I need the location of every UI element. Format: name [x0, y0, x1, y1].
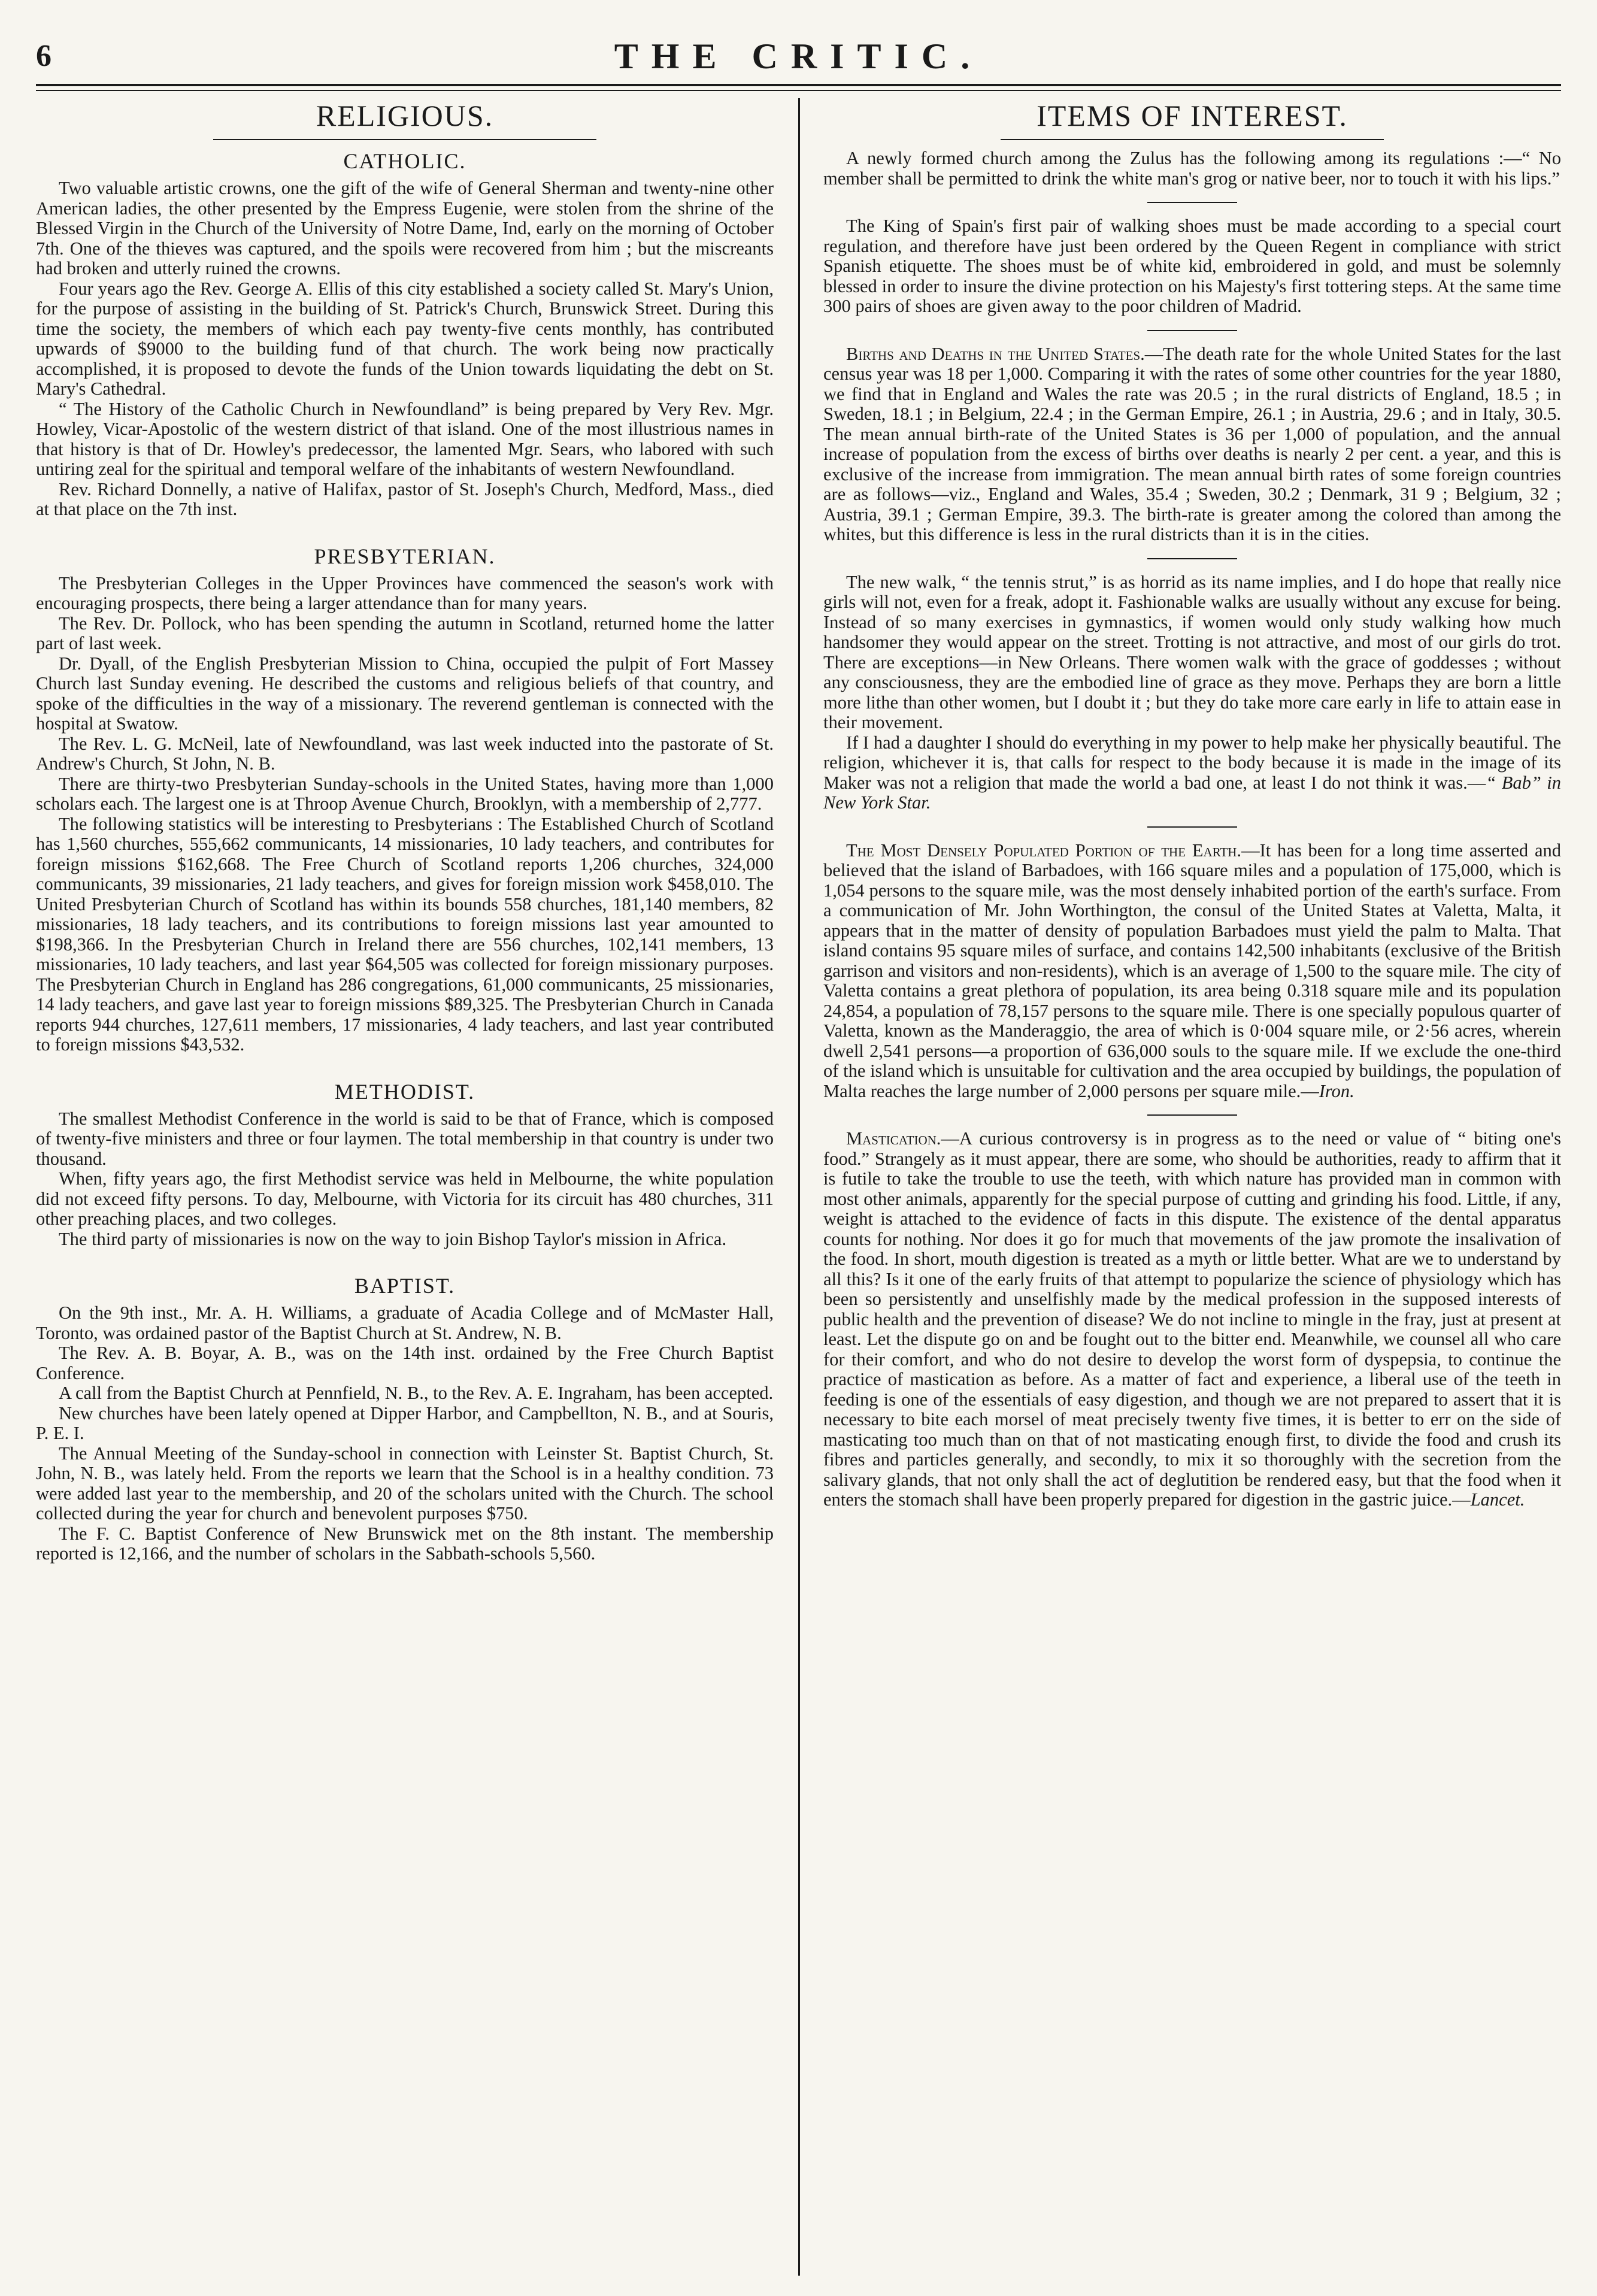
newspaper-page: [36, 36, 1561, 2276]
methodist-paragraph: When, fifty years ago, the first Methodist service was held in Melbourne, the white population did not exceed fifty persons. To day, Melbourne, with Victoria for its circuit has 480 churches, 311 other preaching places, and two colleges.: [36, 1168, 774, 1229]
item-densely-populated: [823, 841, 1561, 1102]
section-rule: [1001, 139, 1384, 140]
masthead: [36, 36, 1561, 84]
item-source: “ Bab” in New York Star.: [823, 772, 1561, 813]
presbyterian-paragraph: There are thirty-two Presbyterian Sunday-schools in the United States, having more than 1,000 scholars each. The largest one is at Throop Avenue Church, Brooklyn, with a membership of 2,777.: [36, 773, 774, 814]
catholic-paragraph: Rev. Richard Donnelly, a native of Halifax, pastor of St. Joseph's Church, Medford, Mass., died at that place on the 7th inst.: [36, 478, 774, 519]
item-births-deaths: [823, 344, 1561, 545]
item-tennis-strut-cont: [823, 733, 1561, 813]
baptist-paragraph: New churches have been lately opened at Dipper Harbor, and Campbellton, N. B., and at Souris, P. E. I.: [36, 1403, 774, 1443]
columns: [36, 98, 1561, 2276]
paper-title: THE CRITIC.: [614, 37, 983, 76]
item-king-of-spain-shoes: The King of Spain's first pair of walking shoes must be made according to a special court regulation, and therefore have just been ordered by the Queen Regent in compliance with strict Spanish etiquette. The shoes must be of white kid, embroidered in gold, and must be solemnly blessed in order to insure the divine protection on his Majesty's first tottering steps. At the same time 300 pairs of shoes are given away to the poor children of Madrid.: [823, 216, 1561, 316]
items-column: [823, 98, 1561, 2276]
section-rule: [213, 139, 596, 140]
item-mastication: [823, 1129, 1561, 1510]
presbyterian-paragraph: The following statistics will be interesting to Presbyterians : The Established Church of Scotland has 1,560 churches, 555,662 communicants, 14 missionaries, 10 lady teachers, and contributes for foreign missions $162,668. The Free Church of Scotland reports 1,206 churches, 324,000 communicants, 39 missionaries, 21 lady teachers, and gives for foreign mission work $458,010. The United Presbyterian Church of Scotland has within its bounds 558 churches, 181,140 members, 82 missionaries, 18 lady teachers, and its contributions to foreign missions last year amounted to $198,366. In the Presbyterian Church in Ireland there are 556 churches, 102,141 members, 13 missionaries, 10 lady teachers, and last year $64,505 was collected for foreign missionary purposes. The Presbyterian Church in England has 286 congregations, 61,000 communicants, 25 missionaries, 14 lady teachers, and gave last year to foreign missions $89,325. The Presbyterian Church in Canada reports 944 churches, 127,611 members, 17 missionaries, 4 lady teachers, and last year contributed to foreign missions $43,532.: [36, 813, 774, 1055]
item-separator: [1147, 826, 1237, 828]
catholic-paragraph: Four years ago the Rev. George A. Ellis of this city established a society called St. Mary's Union, for the purpose of assisting in the building of St. Patrick's Church, Brunswick Street. During this time the society, the members of which each pay twenty-five cents monthly, has contributed upwards of $9000 to the building fund of that church. The work being now practically accomplished, it is proposed to devote the funds of the Union towards liquidating the debt on St. Mary's Cathedral.: [36, 278, 774, 399]
catholic-heading: CATHOLIC.: [343, 149, 466, 173]
catholic-paragraph: “ The History of the Catholic Church in Newfoundland” is being prepared by Very Rev. Mgr. Howley, Vicar-Apostolic of the western district of that island. One of the most illustrious names in that history is that of Dr. Howley's predecessor, the lamented Mgr. Sears, who labored with such untiring zeal for the spiritual and temporal welfare of the inhabitants of western Newfoundland.: [36, 398, 774, 479]
presbyterian-heading: PRESBYTERIAN.: [314, 544, 496, 568]
item-lead: The Most Densely Populated Portion of the Earth.: [846, 840, 1242, 861]
items-heading: ITEMS OF INTEREST.: [1037, 99, 1348, 132]
presbyterian-paragraph: The Presbyterian Colleges in the Upper Provinces have commenced the season's work with encouraging prospects, there being a larger attendance than for many years.: [36, 573, 774, 613]
item-separator: [1147, 330, 1237, 331]
item-lead: Births and Deaths in the United States.: [846, 343, 1145, 364]
item-tennis-strut: The new walk, “ the tennis strut,” is as horrid as its name implies, and I do hope that really nice girls will not, even for a freak, adopt it. Fashionable walks are usually without any excuse for being. Instead of so many exercises in gymnastics, if women would only study walking how much handsomer they would appear on the street. Trotting is not attractive, and most of our girls do trot. There are exceptions—in New Orleans. There women walk with the grace of goddesses ; without any consciousness, they are the embodied line of grace as they move. Perhaps they are born a little more lithe than other women, but I doubt it ; but they do take more care early in life to attain ease in their movement.: [823, 571, 1561, 732]
page-number: 6: [36, 39, 51, 73]
item-source: Iron.: [1319, 1080, 1354, 1101]
item-lead: Mastication.: [846, 1128, 941, 1149]
baptist-paragraph: The F. C. Baptist Conference of New Brunswick met on the 8th instant. The membership reported is 12,166, and the number of scholars in the Sabbath-schools 5,560.: [36, 1523, 774, 1564]
presbyterian-paragraph: The Rev. Dr. Pollock, who has been spending the autumn in Scotland, returned home the latter part of last week.: [36, 613, 774, 653]
religious-column: [36, 98, 774, 2276]
item-body: —The death rate for the whole United States for the last census year was 18 per 1,000. Comparing it with the rates of some other countries for the year 1880, we find that in England and Wales the rate was 20.5 ; in the rural districts of England, 18.5 ; in Sweden, 18.1 ; in Belgium, 22.4 ; in the German Empire, 26.1 ; in Austria, 29.6 ; and in Italy, 30.5. The mean annual birth-rate of the United States is 36 per 1,000 of population, and the annual increase of population from the excess of births over deaths is nearly 2 per cent. a year, and this is exclusive of the increase from immigration. The mean annual birth rates of some foreign countries are as follows—viz., England and Wales, 35.4 ; Sweden, 30.2 ; Denmark, 31 9 ; Belgium, 32 ; Austria, 39.1 ; German Empire, 39.3. The birth-rate is greater among the colored than among the whites, but this difference is less in the rural districts than it is in the cities.: [823, 343, 1561, 544]
catholic-paragraph: Two valuable artistic crowns, one the gift of the wife of General Sherman and twenty-nine other American ladies, the other presented by the Empress Eugenie, were stolen from the shrine of the Blessed Virgin in the Church of the University of Notre Dame, Ind, early on the morning of October 7th. One of the thieves was captured, and the spoils were recovered from him ; but the miscreants had broken and utterly ruined the crowns.: [36, 178, 774, 278]
column-divider: [798, 98, 800, 2276]
item-body: If I had a daughter I should do everything in my power to help make her physically beautiful. The religion, whichever it is, that calls for respect to the body because it is made in the image of its Maker was not a religion that made the world a bad one, at least I do not think it was.—: [823, 732, 1561, 793]
item-body: —A curious controversy is in progress as to the need or value of “ biting one's food.” Strangely as it must appear, there are some, who should be authorities, ready to affirm that it is futile to take the trouble to use the teeth, with which nature has provided man in common with most other animals, apparently for the special purpose of cutting and grinding his food. Little, if any, weight is attached to the evidence of facts in this dispute. The existence of the dental apparatus counts for nothing. Nor does it go for much that movements of the jaw promote the insalivation of the food. In short, mouth digestion is treated as a myth or little better. What are we to understand by all this? Is it one of the early fruits of that attempt to popularize the science of physiology which has been so persistently and unselfishly made by the medical profession in the supposed interests of public health and the prevention of disease? We do not incline to mingle in the fray, just at present at least. Let the dispute go on and be fought out to the bitter end. Meanwhile, we counsel all who care for their comfort, and who do not desire to develop the worst form of dyspepsia, to continue the practice of mastication as before. As a matter of fact and experience, a liberal use of the teeth in feeding is one of the essentials of easy digestion, and though we are not prepared to assert that it is necessary to bite each morsel of meat precisely twenty five times, it is better to err on the side of masticating too much than on that of not masticating enough first, to divide the food and crush its fibres and particles generally, and secondly, to mix it so thoroughly with the secretion from the salivary glands, that not only shall the act of deglutition be rendered easy, but that the food when it enters the stomach shall have been properly prepared for digestion in the gastric juice.—: [823, 1128, 1561, 1510]
item-body: —It has been for a long time asserted and believed that the island of Barbadoes, with 166 square miles and a population of 175,000, which is 1,054 persons to the square mile, was the most densely inhabited portion of the earth's surface. From a communication of Mr. John Worthington, the consul of the United States at Valetta, Malta, it appears that in the matter of density of population Barbadoes must yield the palm to Malta. That island contains 95 square miles of surface, and contains 142,500 inhabitants (exclusive of the British garrison and visitors and non-residents), which is an average of 1,500 to the square mile. The city of Valetta contains a great plethora of population, its area being 0.318 square mile and its population 24,854, a population of 78,157 persons to the square mile. There is one specially populous quarter of Valetta, known as the Manderaggio, the area of which is 0·004 square mile, or 2·56 acres, wherein dwell 2,541 persons—a proportion of 636,000 souls to the square mile. If we exclude the one-third of the island which is unsuitable for cultivation and the area occupied by buildings, the population of Malta reaches the large number of 2,000 persons per square mile.—: [823, 840, 1561, 1101]
item-zulu-church: A newly formed church among the Zulus has the following among its regulations :—“ No member shall be permitted to drink the white man's grog or native beer, nor to touch it with his lips.”: [823, 148, 1561, 189]
baptist-paragraph: The Rev. A. B. Boyar, A. B., was on the 14th inst. ordained by the Free Church Baptist Conference.: [36, 1343, 774, 1383]
methodist-paragraph: The third party of missionaries is now on the way to join Bishop Taylor's mission in Africa.: [59, 1228, 727, 1249]
baptist-heading: BAPTIST.: [354, 1274, 456, 1298]
masthead-rule: [36, 84, 1561, 91]
presbyterian-paragraph: The Rev. L. G. McNeil, late of Newfoundland, was last week inducted into the pastorate of St. Andrew's Church, St John, N. B.: [36, 733, 774, 774]
item-separator: [1147, 202, 1237, 203]
methodist-heading: METHODIST.: [334, 1079, 475, 1104]
baptist-paragraph: A call from the Baptist Church at Pennfield, N. B., to the Rev. A. E. Ingraham, has been accepted.: [59, 1383, 774, 1403]
item-separator: [1147, 558, 1237, 559]
presbyterian-paragraph: Dr. Dyall, of the English Presbyterian Mission to China, occupied the pulpit of Fort Massey Church last Sunday evening. He described the customs and religious beliefs of that country, and spoke of the difficulties in the way of a missionary. The reverend gentleman is connected with the hospital at Swatow.: [36, 653, 774, 734]
baptist-paragraph: On the 9th inst., Mr. A. H. Williams, a graduate of Acadia College and of McMaster Hall, Toronto, was ordained pastor of the Baptist Church at St. Andrew, N. B.: [36, 1303, 774, 1343]
baptist-paragraph: The Annual Meeting of the Sunday-school in connection with Leinster St. Baptist Church, St. John, N. B., was lately held. From the reports we learn that the School is in a healthy condition. 73 were added last year to the membership, and 20 of the scholars united with the Church. The school collected during the year for church and benevolent purposes $750.: [36, 1443, 774, 1523]
religious-heading: RELIGIOUS.: [316, 99, 494, 132]
methodist-paragraph: The smallest Methodist Conference in the world is said to be that of France, which is composed of twenty-five ministers and three or four laymen. The total membership in that country is under two thousand.: [36, 1108, 774, 1169]
item-source: Lancet.: [1470, 1489, 1525, 1510]
item-separator: [1147, 1114, 1237, 1116]
